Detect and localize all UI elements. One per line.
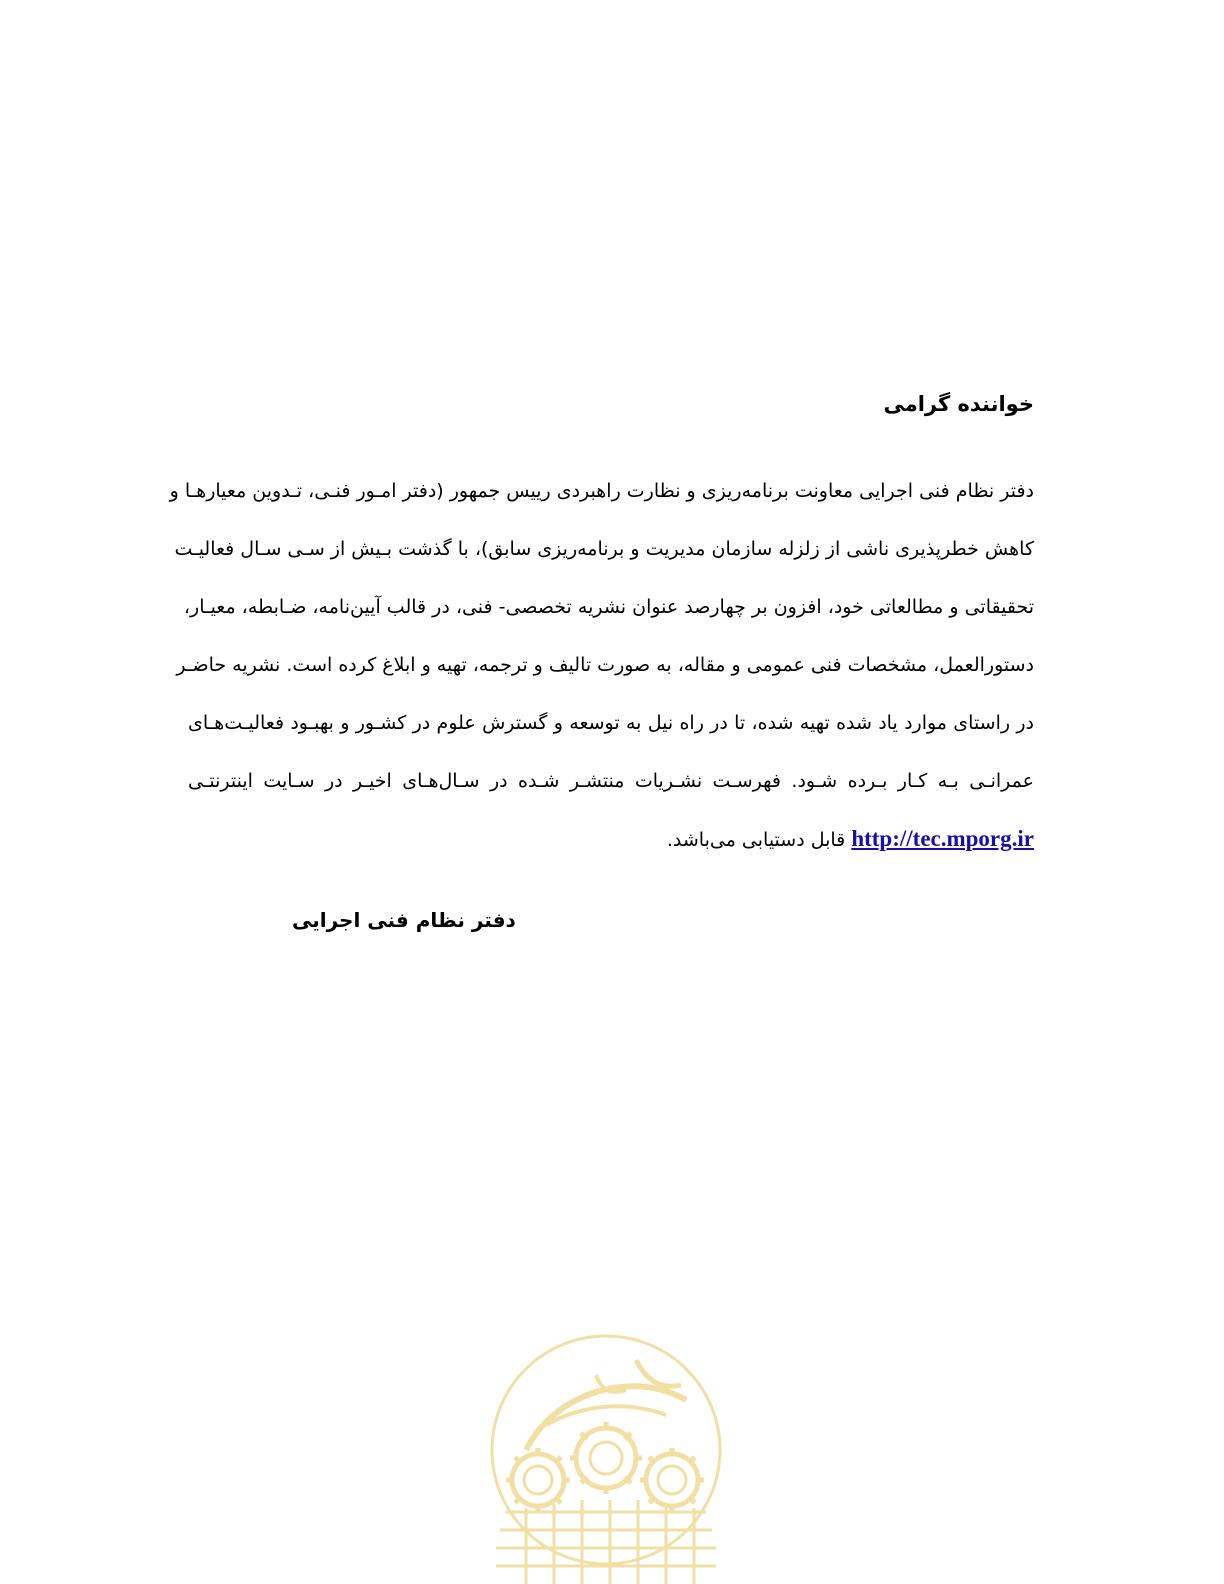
body-line: دفتر نظام فنی اجرایی معاونت برنامه‌ریزی و نظارت راهبردی رییس جمهور (دفتر امـور فنـی، تـدوین معیارهـا و	[169, 480, 1034, 502]
body-line: تحقیقاتی و مطالعاتی خود، افزون بر چهارصد عنوان نشریه تخصصی- فنی، در قالب آیین‌نامه، ضـابطه، معیـار،	[183, 596, 1034, 618]
body-last-line	[188, 810, 1034, 868]
body-line: در راستای موارد یاد شده تهیه شده، تا در راه نیل به توسعه و گسترش علوم در کشـور و بهبـود فعالیـت‌هـای	[188, 712, 1034, 734]
body-line: کاهش خطرپذیری ناشی از زلزله سازمان مدیریت و برنامه‌ریزی سابق)، با گذشت بـیش از سـی سـال فعالیـت	[174, 538, 1034, 560]
signature: دفتر نظام فنی اجرایی	[292, 908, 516, 932]
omoor-peyman-seal-icon	[486, 1330, 726, 1584]
letter-body	[169, 462, 1034, 868]
website-link[interactable]: http://tec.mporg.ir	[851, 826, 1034, 851]
body-last-line-text: قابل دستیابی می‌باشد.	[666, 829, 846, 851]
letter-heading: خواننده گرامی	[883, 392, 1034, 416]
body-line: دستورالعمل، مشخصات فنی عمومی و مقاله، به صورت تالیف و ترجمه، تهیه و ابلاغ کرده است. نشریه حاضـر	[176, 654, 1034, 676]
body-line: عمرانـی بـه کـار بـرده شـود. فهرسـت نشـریات منتشـر شـده در سـال‌هـای اخیـر در سـایت اینترنتـی	[188, 770, 1034, 792]
